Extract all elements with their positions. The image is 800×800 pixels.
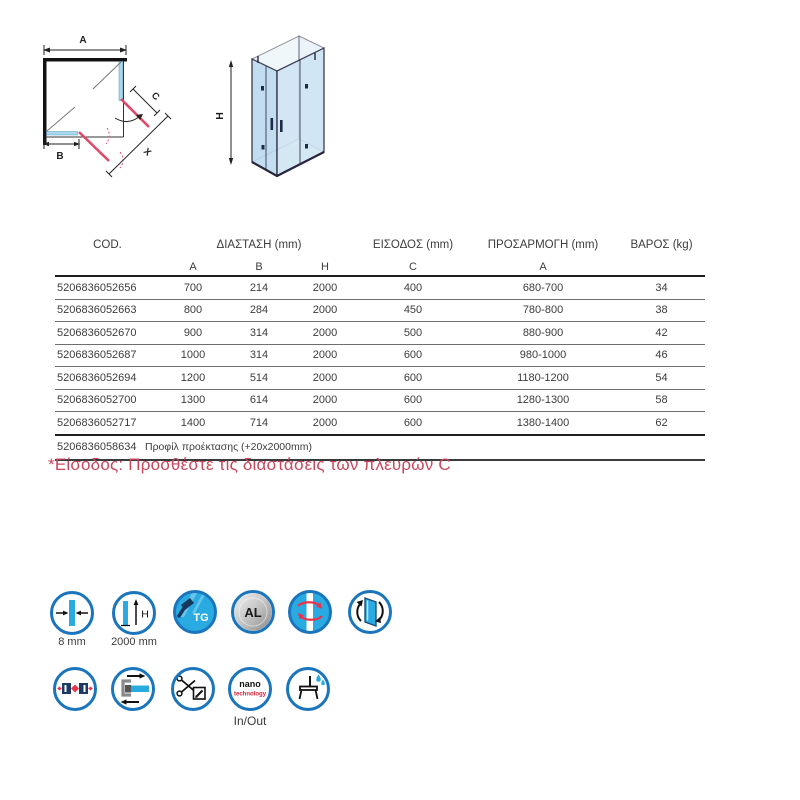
nano-technology-glyph bbox=[231, 670, 269, 708]
table-cell-h: 2000 bbox=[312, 304, 338, 317]
dim-label-c: C bbox=[148, 90, 162, 103]
tg-glyph: TG bbox=[193, 612, 209, 624]
table-cell-adjustment: 780-800 bbox=[522, 304, 564, 317]
table-cell-adjustment: 1280-1300 bbox=[516, 394, 570, 407]
table-body bbox=[55, 277, 705, 434]
height-icon bbox=[112, 591, 156, 635]
table-cell-b: 714 bbox=[249, 416, 269, 429]
table-cell-code: 5206836052700 bbox=[57, 394, 137, 407]
extension-note: Προφίλ προέκτασης (+20x2000mm) bbox=[145, 441, 312, 453]
table-cell-weight: 38 bbox=[655, 304, 668, 317]
al-glyph: AL bbox=[244, 605, 262, 620]
table-row bbox=[55, 412, 705, 434]
table-subheader-row bbox=[55, 258, 705, 277]
table-cell-c: 500 bbox=[403, 326, 423, 339]
glass-thickness-icon bbox=[50, 591, 94, 635]
col-header-adjustment: ΠΡΟΣΑΡΜΟΓΗ (mm) bbox=[487, 238, 599, 251]
table-cell-a: 1400 bbox=[180, 416, 206, 429]
reversible-door-icon bbox=[348, 590, 392, 634]
water-repellent-glyph bbox=[289, 670, 327, 708]
in-out-label: In/Out bbox=[233, 714, 267, 728]
subheader-c: C bbox=[409, 260, 417, 273]
table-cell-code: 5206836052670 bbox=[57, 326, 137, 339]
aluminum-glyph bbox=[234, 593, 272, 631]
table-cell-weight: 42 bbox=[655, 326, 668, 339]
nano-technology-icon bbox=[228, 667, 272, 711]
table-cell-a: 700 bbox=[183, 281, 203, 294]
reversible-door-glyph bbox=[351, 593, 389, 631]
table-cell-c: 600 bbox=[403, 349, 423, 362]
col-header-entry: ΕΙΣΟΔΟΣ (mm) bbox=[372, 238, 454, 251]
table-cell-h: 2000 bbox=[312, 349, 338, 362]
top-view-diagram bbox=[30, 28, 180, 188]
col-header-dimension: ΔΙΑΣΤΑΣΗ (mm) bbox=[216, 238, 302, 251]
table-cell-weight: 58 bbox=[655, 394, 668, 407]
glass-thickness-glyph bbox=[53, 594, 91, 632]
table-cell-h: 2000 bbox=[312, 416, 338, 429]
table-cell-a: 800 bbox=[183, 304, 203, 317]
table-cell-code: 5206836052656 bbox=[57, 281, 137, 294]
table-cell-h: 2000 bbox=[312, 394, 338, 407]
cut-to-size-icon bbox=[171, 667, 215, 711]
glass-thickness-label: 8 mm bbox=[58, 636, 86, 648]
table-cell-a: 1300 bbox=[180, 394, 206, 407]
table-cell-c: 400 bbox=[403, 281, 423, 294]
table-cell-a: 1000 bbox=[180, 349, 206, 362]
table-row bbox=[55, 390, 705, 413]
height-h-glyph: H bbox=[141, 608, 149, 621]
table-cell-b: 514 bbox=[249, 371, 269, 384]
perspective-diagram bbox=[200, 22, 350, 187]
table-cell-code: 5206836052687 bbox=[57, 349, 137, 362]
table-cell-b: 614 bbox=[249, 394, 269, 407]
table-cell-weight: 34 bbox=[655, 281, 668, 294]
magnetic-closure-icon bbox=[53, 667, 97, 711]
table-row bbox=[55, 277, 705, 300]
table-cell-weight: 46 bbox=[655, 349, 668, 362]
water-repellent-icon bbox=[286, 667, 330, 711]
dim-label-h: H bbox=[214, 112, 226, 120]
table-cell-adjustment: 680-700 bbox=[522, 281, 564, 294]
dim-label-x: X bbox=[140, 146, 154, 159]
height-label: 2000 mm bbox=[111, 636, 157, 648]
table-cell-h: 2000 bbox=[312, 326, 338, 339]
extension-code: 5206836058634 bbox=[57, 441, 137, 453]
table-cell-c: 600 bbox=[403, 416, 423, 429]
table-cell-h: 2000 bbox=[312, 371, 338, 384]
table-row bbox=[55, 322, 705, 345]
table-cell-adjustment: 1380-1400 bbox=[516, 416, 570, 429]
table-cell-code: 5206836052663 bbox=[57, 304, 137, 317]
dim-label-a: A bbox=[79, 35, 87, 46]
subheader-b: B bbox=[255, 260, 263, 273]
aluminum-icon bbox=[231, 590, 275, 634]
col-header-weight: ΒΑΡΟΣ (kg) bbox=[630, 238, 693, 251]
magnetic-closure-glyph bbox=[56, 670, 94, 708]
table-cell-code: 5206836052717 bbox=[57, 416, 137, 429]
table-cell-a: 1200 bbox=[180, 371, 206, 384]
table-header-row bbox=[55, 231, 705, 258]
extension-profile-icon bbox=[111, 667, 155, 711]
table-cell-c: 450 bbox=[403, 304, 423, 317]
table-cell-a: 900 bbox=[183, 326, 203, 339]
subheader-a: A bbox=[189, 260, 197, 273]
table-cell-adjustment: 1180-1200 bbox=[517, 371, 569, 384]
table-cell-code: 5206836052694 bbox=[57, 371, 137, 384]
entry-footnote: *Είσοδος: Προσθέστε τις διαστάσεις των πλευρών C bbox=[48, 455, 451, 474]
table-cell-b: 314 bbox=[249, 326, 269, 339]
table-row bbox=[55, 367, 705, 390]
table-row bbox=[55, 345, 705, 368]
subheader-h: H bbox=[321, 260, 329, 273]
table-cell-b: 284 bbox=[249, 304, 269, 317]
height-glyph bbox=[115, 594, 153, 632]
col-header-cod: COD. bbox=[93, 238, 122, 251]
dim-label-b: B bbox=[56, 151, 64, 162]
tempered-glass-icon bbox=[173, 590, 217, 634]
table-row bbox=[55, 300, 705, 323]
spec-table bbox=[55, 231, 705, 461]
extension-profile-glyph bbox=[114, 670, 152, 708]
table-cell-b: 314 bbox=[249, 349, 269, 362]
table-cell-h: 2000 bbox=[312, 281, 338, 294]
cut-to-size-glyph bbox=[174, 670, 212, 708]
nano-text: nano bbox=[239, 679, 261, 689]
adjustment-icon bbox=[288, 590, 332, 634]
table-cell-adjustment: 880-900 bbox=[522, 326, 564, 339]
table-cell-b: 214 bbox=[249, 281, 269, 294]
technology-text: technology bbox=[233, 691, 267, 698]
subheader-a2: A bbox=[539, 260, 547, 273]
adjustment-glyph bbox=[291, 593, 329, 631]
table-cell-c: 600 bbox=[403, 371, 423, 384]
table-cell-adjustment: 980-1000 bbox=[519, 349, 567, 362]
table-cell-c: 600 bbox=[403, 394, 423, 407]
table-cell-weight: 54 bbox=[655, 371, 668, 384]
table-cell-weight: 62 bbox=[655, 416, 668, 429]
tempered-glass-glyph bbox=[176, 593, 214, 631]
